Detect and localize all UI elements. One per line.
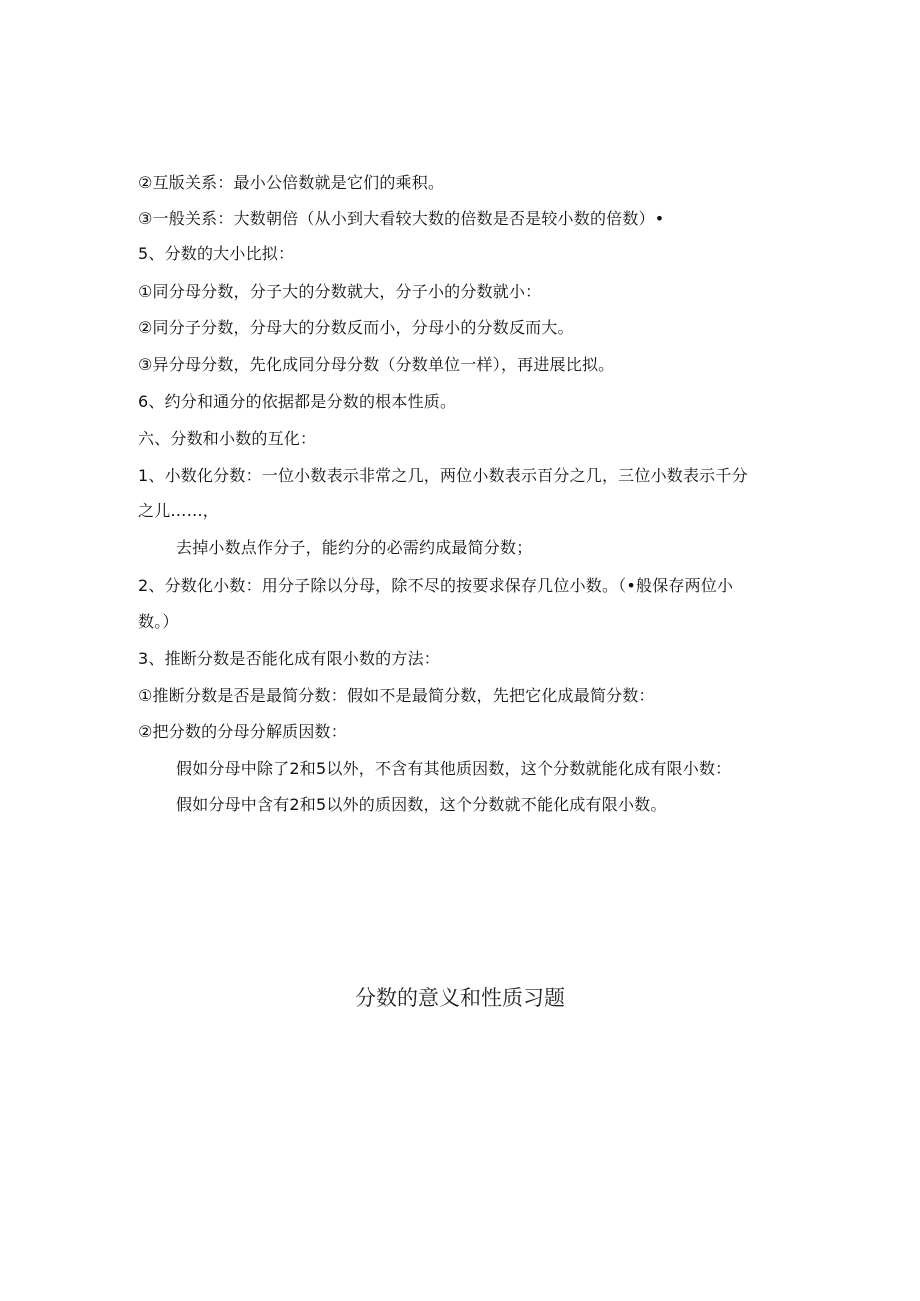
text-line: 1、小数化分数：一位小数表示非常之几，两位小数表示百分之几，三位小数表示千分 [138, 466, 748, 485]
text-line: ①推断分数是否是最简分数：假如不是最简分数，先把它化成最简分数： [138, 686, 655, 705]
text-line: ②互版关系：最小公倍数就是它们的乘积。 [138, 173, 445, 192]
text-line: ②同分子分数，分母大的分数反而小，分母小的分数反而大。 [138, 318, 574, 337]
text-line: 5、分数的大小比拟： [138, 244, 295, 263]
text-line: 假如分母中含有2和5以外的质因数，这个分数就不能化成有限小数。 [176, 795, 667, 814]
text-line: 数。） [138, 612, 179, 631]
text-line: ③一般关系：大数朝倍（从小到大看较大数的倍数是否是较小数的倍数）• [138, 209, 665, 228]
text-line: ③异分母分数，先化成同分母分数（分数单位一样），再进展比拟。 [138, 355, 615, 374]
text-line: ①同分母分数，分子大的分数就大，分子小的分数就小： [138, 282, 542, 301]
text-line: 去掉小数点作分子，能约分的必需约成最简分数； [176, 538, 533, 557]
section-title: 分数的意义和性质习题 [355, 986, 565, 1010]
text-line: 3、推断分数是否能化成有限小数的方法： [138, 649, 440, 668]
text-line: 假如分母中除了2和5以外，不含有其他质因数，这个分数就能化成有限小数： [176, 759, 732, 778]
text-line: 6、约分和通分的依据都是分数的根本性质。 [138, 392, 457, 411]
text-line: 2、分数化小数：用分子除以分母，除不尽的按要求保存几位小数。（•般保存两位小 [138, 576, 734, 595]
text-line: 六、分数和小数的互化： [138, 429, 317, 448]
text-line: 之儿……， [138, 501, 220, 520]
text-line: ②把分数的分母分解质因数： [138, 722, 347, 741]
